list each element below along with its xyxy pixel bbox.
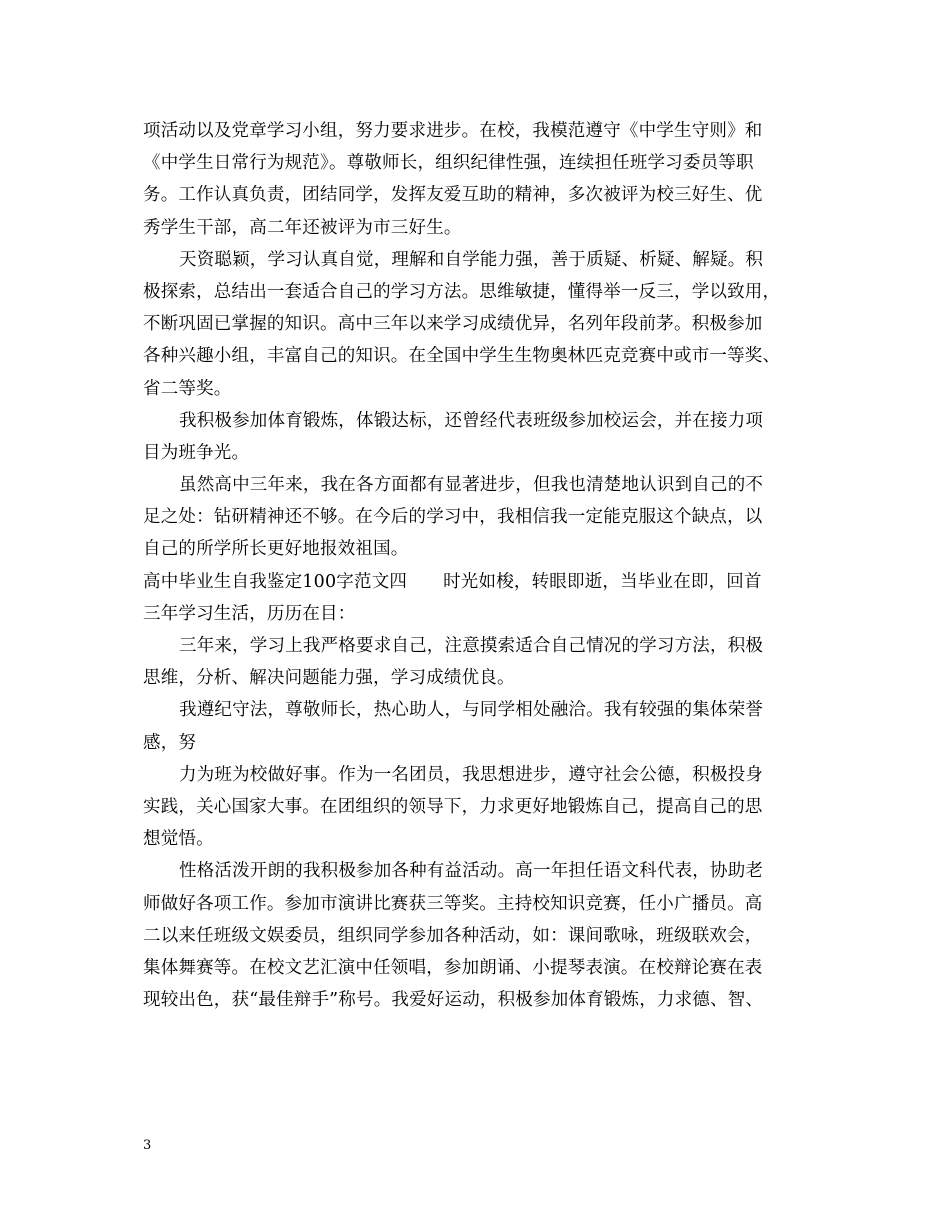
line-text: 《中学生日常行为规范》。尊敬师长，组织纪律性强，连续担任班学习委员等职 [143,153,754,174]
text-line [143,694,823,726]
line-text: 目为班争光。 [143,442,250,463]
line-text: 思维，分析、解决问题能力强，学习成绩优良。 [143,668,515,689]
line-text: 各种兴趣小组，丰富自己的知识。在全国中学生生物奥林匹克竞赛中或市一等奖、 [143,346,781,367]
line-text: 我积极参加体育锻炼，体锻达标，还曾经代表班级参加校运会，并在接力项 [179,410,764,431]
line-text: 极探索，总结出一套适合自己的学习方法。思维敏捷，懂得举一反三，学以致用， [143,281,781,302]
text-line [143,566,823,598]
line-text: 现较出色，获“最佳辩手”称号。我爱好运动，积极参加体育锻炼，力求德、智、 [143,990,764,1011]
text-line [143,888,823,920]
line-text: 天资聪颖，学习认真自觉，理解和自学能力强，善于质疑、析疑、解疑。积 [179,249,764,270]
line-text: 力为班为校做好事。作为一名团员，我思想进步，遵守社会公德，积极投身 [179,764,764,785]
text-line [143,791,823,823]
text-line [143,340,823,372]
text-line [143,212,823,244]
line-text: 我遵纪守法，尊敬师长，热心助人，与同学相处融洽。我有较强的集体荣誉 [179,700,764,721]
text-line [143,501,823,533]
text-line [143,244,823,276]
text-line [143,405,823,437]
line-text: 二以来任班级文娱委员，组织同学参加各种活动，如：课间歌咏，班级联欢会， [143,925,763,946]
line-text: 时光如梭，转眼即逝，当毕业在即，回首 [443,571,762,592]
line-text: 想觉悟。 [143,829,214,850]
line-text: 虽然高中三年来，我在各方面都有显著进步，但我也清楚地认识到自己的不 [179,475,764,496]
text-line [143,984,823,1016]
text-line [143,759,823,791]
text-line [143,662,823,694]
line-text: 秀学生干部，高二年还被评为市三好生。 [143,217,462,238]
text-line [143,276,823,308]
line-text: 感，努 [143,732,197,753]
line-text: 师做好各项工作。参加市演讲比赛获三等奖。主持校知识竞赛，任小广播员。高 [143,893,763,914]
text-line [143,437,823,469]
line-text: 高中毕业生自我鉴定100字范文四 [143,571,408,592]
page-number: 3 [143,1138,152,1153]
line-text: 性格活泼开朗的我积极参加各种有益活动。高一年担任语文科代表，协助老 [179,861,764,882]
text-line [143,533,823,565]
text-line [143,598,823,630]
line-text: 项活动以及党章学习小组，努力要求进步。在校，我模范遵守《中学生守则》和 [143,121,763,141]
line-text: 务。工作认真负责，团结同学，发挥友爱互助的精神，多次被评为校三好生、优 [143,185,763,206]
line-text: 实践，关心国家大事。在团组织的领导下，力求更好地锻炼自己，提高自己的思 [143,796,763,817]
line-text: 三年学习生活，历历在目： [143,603,356,624]
text-line [143,308,823,340]
line-text: 三年来，学习上我严格要求自己，注意摸索适合自己情况的学习方法，积极 [179,636,764,656]
text-line [143,823,823,855]
line-text: 省二等奖。 [143,378,232,399]
text-line [143,920,823,952]
text-line [143,630,823,662]
text-line [143,469,823,501]
text-line [143,952,823,984]
text-line [143,147,823,179]
text-line [143,115,823,147]
line-text: 自己的所学所长更好地报效祖国。 [143,539,409,560]
line-text: 不断巩固已掌握的知识。高中三年以来学习成绩优异，名列年段前茅。积极参加 [143,314,763,335]
text-line [143,855,823,887]
line-text: 足之处：钻研精神还不够。在今后的学习中，我相信我一定能克服这个缺点，以 [143,507,763,528]
body-text [143,115,823,1016]
text-line [143,179,823,211]
line-text: 集体舞赛等。在校文艺汇演中任领唱，参加朗诵、小提琴表演。在校辩论赛在表 [143,957,763,978]
text-line [143,727,823,759]
text-line [143,373,823,405]
